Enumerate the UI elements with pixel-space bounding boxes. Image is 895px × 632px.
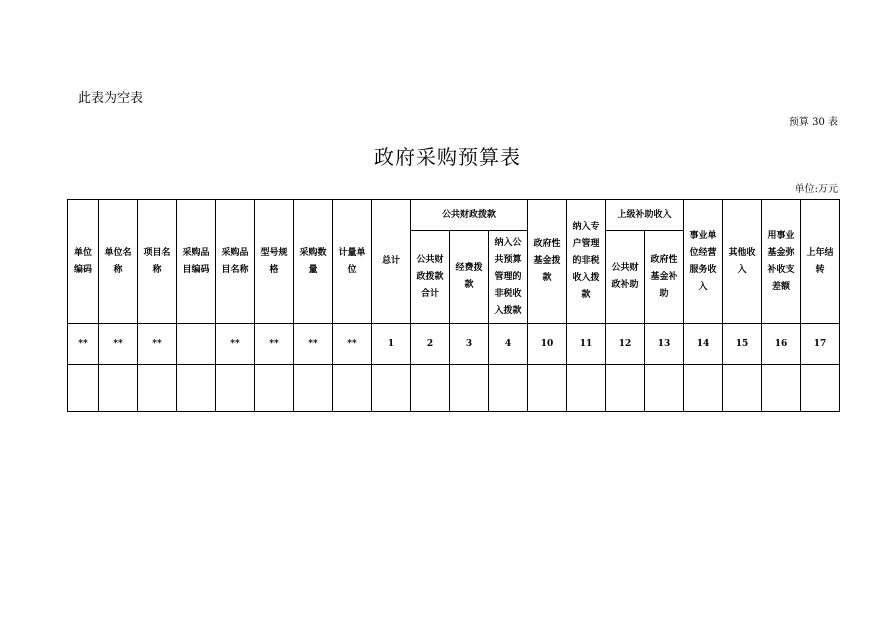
empty-cell	[762, 365, 801, 412]
unit-label: 单位:万元	[794, 184, 838, 195]
index-cell: **	[68, 324, 99, 365]
header-cell: 用事业基金弥补收支差额	[762, 200, 801, 324]
empty-cell	[489, 365, 528, 412]
empty-cell	[801, 365, 840, 412]
index-cell: 11	[567, 324, 606, 365]
header-cell: 采购数量	[294, 200, 333, 324]
index-cell: 12	[606, 324, 645, 365]
empty-cell	[450, 365, 489, 412]
index-cell: 15	[723, 324, 762, 365]
sub-header-cell: 经费拨款	[450, 231, 489, 324]
index-cell: **	[99, 324, 138, 365]
sub-header-cell: 公共财政补助	[606, 231, 645, 324]
empty-cell	[294, 365, 333, 412]
page-title: 政府采购预算表	[374, 145, 521, 169]
header-cell: 项目名称	[138, 200, 177, 324]
form-number: 预算 30 表	[788, 117, 838, 128]
empty-cell	[177, 365, 216, 412]
group-header-cell: 公共财政拨款	[411, 200, 528, 231]
index-cell: 3	[450, 324, 489, 365]
empty-cell	[723, 365, 762, 412]
sub-header-cell: 纳入公共预算管理的非税收入拨款	[489, 231, 528, 324]
header-cell: 其他收入	[723, 200, 762, 324]
empty-cell	[333, 365, 372, 412]
header-cell: 总计	[372, 200, 411, 324]
index-cell: 16	[762, 324, 801, 365]
empty-cell	[684, 365, 723, 412]
group-header-cell: 上级补助收入	[606, 200, 684, 231]
header-cell: 上年结转	[801, 200, 840, 324]
empty-cell	[255, 365, 294, 412]
index-cell: 10	[528, 324, 567, 365]
header-cell: 计量单位	[333, 200, 372, 324]
index-cell	[177, 324, 216, 365]
index-cell: 2	[411, 324, 450, 365]
empty-cell	[216, 365, 255, 412]
empty-cell	[411, 365, 450, 412]
index-cell: 4	[489, 324, 528, 365]
index-cell: 1	[372, 324, 411, 365]
index-cell: **	[333, 324, 372, 365]
empty-cell	[138, 365, 177, 412]
index-cell: 13	[645, 324, 684, 365]
sub-header-cell: 公共财政拨款合计	[411, 231, 450, 324]
empty-cell	[99, 365, 138, 412]
index-cell: **	[138, 324, 177, 365]
empty-cell	[645, 365, 684, 412]
empty-table-note: 此表为空表	[78, 91, 144, 106]
index-row	[68, 324, 840, 365]
index-cell: **	[216, 324, 255, 365]
empty-cell	[606, 365, 645, 412]
header-cell: 采购品目编码	[177, 200, 216, 324]
empty-cell	[68, 365, 99, 412]
empty-cell	[567, 365, 606, 412]
header-cell: 政府性基金拨款	[528, 200, 567, 324]
empty-data-row	[68, 365, 840, 412]
header-row-1	[68, 200, 840, 231]
empty-cell	[372, 365, 411, 412]
index-cell: 17	[801, 324, 840, 365]
index-cell: **	[294, 324, 333, 365]
empty-cell	[528, 365, 567, 412]
header-cell: 单位编码	[68, 200, 99, 324]
header-cell: 单位名称	[99, 200, 138, 324]
sub-header-cell: 政府性基金补助	[645, 231, 684, 324]
header-cell: 采购品目名称	[216, 200, 255, 324]
header-cell: 型号规格	[255, 200, 294, 324]
index-cell: **	[255, 324, 294, 365]
header-cell: 事业单位经营服务收入	[684, 200, 723, 324]
procurement-budget-table	[67, 199, 840, 412]
header-cell: 纳入专户管理的非税收入拨款	[567, 200, 606, 324]
index-cell: 14	[684, 324, 723, 365]
